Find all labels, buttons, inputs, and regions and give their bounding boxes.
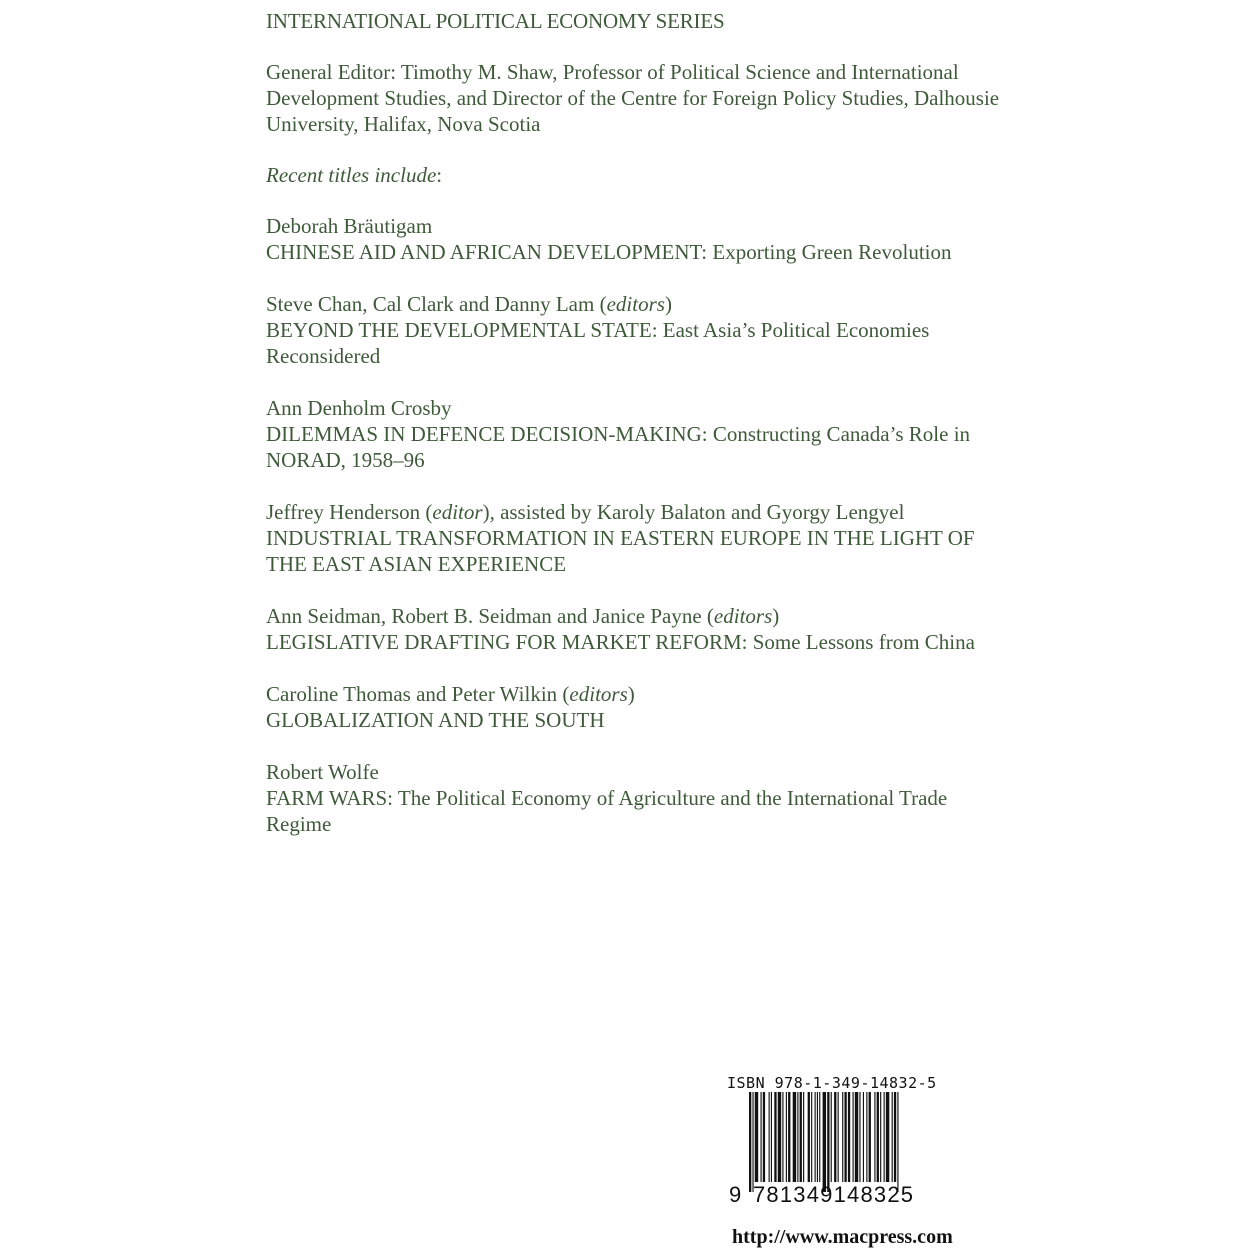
barcode-bar [869,1092,871,1182]
barcode-bar [834,1092,836,1182]
barcode-bar [769,1092,770,1182]
author-names: Jeffrey Henderson [266,500,421,524]
entry-author: Ann Seidman, Robert B. Seidman and Janice Payne (editors) [266,604,780,628]
publisher-url: http://www.macpress.com [732,1226,953,1248]
entry-title: DILEMMAS IN DEFENCE DECISION-MAKING: Constructing Canada’s Role in NORAD, 1958–96 [266,422,971,472]
author-names: Deborah Bräutigam [266,214,433,238]
barcode-bar [842,1092,843,1182]
title-entry [266,759,1006,837]
editors-tag: editors [713,604,773,628]
barcode-bar [848,1092,850,1182]
barcode-bar [752,1092,753,1192]
editors-tag: editors [606,292,665,316]
title-entry [266,681,1006,733]
author-names: Ann Seidman, Robert B. Seidman and Janice Payne [266,604,702,628]
barcode-bar [866,1092,867,1182]
author-names: Ann Denholm Crosby [266,396,452,420]
barcode-bar [892,1092,893,1182]
barcode-bar [844,1092,846,1182]
entry-author [266,395,1006,421]
barcode-bar [884,1092,885,1182]
barcode-digit-string: 781349148325 [753,1182,915,1207]
barcode-first-digit: 9 [729,1182,742,1207]
barcode-bar [853,1092,854,1182]
barcode-bar [763,1092,765,1182]
barcode-bar [855,1092,858,1182]
entry-author: Caroline Thomas and Peter Wilkin (editors) [266,682,635,706]
entry-title: LEGISLATIVE DRAFTING FOR MARKET REFORM: Some Lessons from China [266,630,975,654]
entry-author [266,213,1006,239]
barcode-bar [761,1092,762,1182]
barcode-bar [803,1092,804,1182]
isbn-barcode [727,1074,967,1209]
editors-tag: editor [432,500,483,524]
back-cover-text [266,8,1006,863]
barcode-bar [863,1092,864,1182]
entry-title: INDUSTRIAL TRANSFORMATION IN EASTERN EUROPE IN THE LIGHT OF THE EAST ASIAN EXPERIENCE [266,526,975,576]
recent-titles-colon: : [436,163,443,187]
barcode-bar [894,1092,896,1182]
barcode-bar [788,1092,790,1182]
entry-title: GLOBALIZATION AND THE SOUTH [266,708,605,732]
barcode-bar [771,1092,772,1182]
title-entry [266,499,1006,577]
entry-title: CHINESE AID AND AFRICAN DEVELOPMENT: Exporting Green Revolution [266,240,952,264]
author-names: Robert Wolfe [266,760,379,784]
barcode-bar [797,1092,798,1182]
entry-title: BEYOND THE DEVELOPMENTAL STATE: East Asia’s Political Economies Reconsidered [266,318,930,368]
barcode-bar [880,1092,881,1182]
general-editor: General Editor: Timothy M. Shaw, Professor of Political Science and International Development Studies, and Director of the Centre for Foreign Policy Studies, Dalhousie University, Halifax, Nova Scotia [266,60,1000,136]
recent-titles-label [266,162,1006,188]
barcode-bar [749,1092,751,1192]
barcode-bar [755,1092,758,1182]
entry-author: Jeffrey Henderson (editor), assisted by Karoly Balaton and Gyorgy Lengyel [266,500,905,524]
barcode-bar [897,1092,898,1192]
barcode-bar [819,1092,820,1182]
barcode-bar [877,1092,879,1182]
title-entry [266,603,1006,655]
barcode-bar [808,1092,810,1182]
barcode-bar [823,1092,826,1192]
entry-author [266,759,1006,785]
barcode-bar [793,1092,796,1182]
title-entry [266,291,1006,369]
barcode-bars [749,1092,945,1192]
title-entry [266,395,1006,473]
barcode-bar [817,1092,818,1182]
barcode-bar [831,1092,832,1182]
barcode-bar [874,1092,875,1182]
barcode-bar [815,1092,816,1182]
recent-titles-italic: Recent titles include [266,163,437,187]
barcode-bar [838,1092,839,1182]
barcode-bar [811,1092,812,1182]
barcode-bar [778,1092,781,1182]
entry-author: Steve Chan, Cal Clark and Danny Lam (editors) [266,292,672,316]
entry-title: FARM WARS: The Political Economy of Agriculture and the International Trade Regime [266,786,948,836]
author-names: Steve Chan, Cal Clark and Danny Lam [266,292,595,316]
title-entry [266,213,1006,265]
barcode-bar [774,1092,776,1182]
author-names: Caroline Thomas and Peter Wilkin [266,682,558,706]
editors-tag: editors [569,682,628,706]
barcode-bar [859,1092,860,1182]
isbn-text: ISBN 978-1-349-14832-5 [727,1074,937,1092]
barcode-bar [886,1092,889,1182]
barcode-bar [786,1092,787,1182]
barcode-bar [827,1092,829,1192]
barcode-bar [800,1092,802,1182]
barcode-bar [782,1092,783,1182]
author-suffix: , assisted by Karoly Balaton and Gyorgy Lengyel [489,500,905,524]
series-title: INTERNATIONAL POLITICAL ECONOMY SERIES [266,9,725,33]
